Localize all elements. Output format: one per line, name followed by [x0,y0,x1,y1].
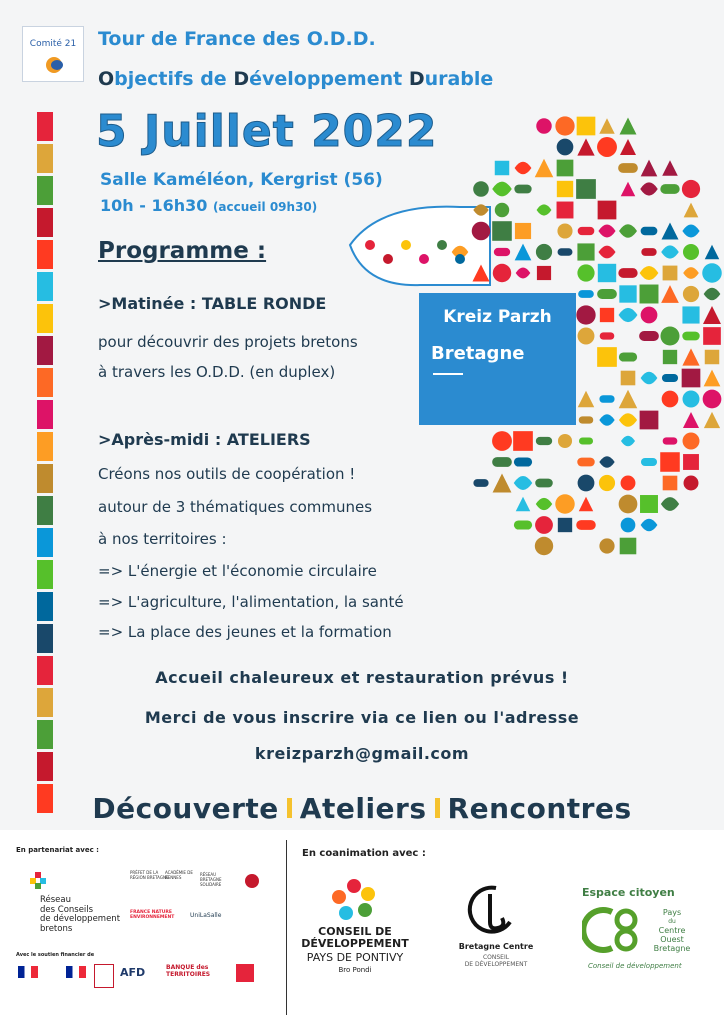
sdg-pictogram-icon [641,227,658,235]
sdg-pictogram-icon [619,224,637,237]
register-text: Merci de vous inscrire via ce lien ou l'adresse [144,708,580,727]
sdg-pictogram-icon [683,433,700,450]
sdg-pictogram-icon [557,181,573,197]
sdg-pictogram-icon [640,495,658,513]
sdg-pictogram-icon [576,520,596,530]
sdg-pictogram-icon [598,246,615,259]
partners-divider [286,840,287,1015]
sdg-pictogram-icon [558,518,572,532]
event-hours: 10h - 16h30 [100,196,208,215]
sdg-pictogram-icon [515,162,532,175]
sdg-pictogram-icon [663,266,678,281]
sdg-pictogram-icon [621,436,635,447]
cdp-line-4: Bro Pondi [338,966,372,974]
sdg-pictogram-icon [599,456,614,468]
sdg-pictogram-icon [621,476,636,491]
bretagne-solidaire-logo: RÉSEAU BRETAGNE SOLIDAIRE [200,872,222,887]
sdg-pictogram-icon [494,248,510,256]
academie-logo: ACADÉMIE DE RENNES [165,870,193,880]
sdg-pictogram-icon [579,416,594,423]
kreiz-line-1: Kreiz Parzh [443,307,552,327]
sdg-pictogram-icon [578,475,595,492]
reseau-logo-icon [30,872,46,888]
comite21-logo-text: Comité 21 [29,39,77,49]
sdg-pictogram-icon [579,437,593,444]
cdp-line-3: PAYS DE PONTIVY [306,951,404,964]
sdg-pictogram-icon [598,201,617,220]
sdg-strip-segment [37,528,53,557]
sdg-pictogram-icon [492,182,512,197]
sdg-pictogram-icon [537,266,551,280]
fne-logo: FRANCE NATURE ENVIRONNEMENT [130,910,175,920]
sdg-pictogram-icon [683,412,699,428]
theme-2: => L'agriculture, l'alimentation, la santé [98,593,404,611]
sdg-pictogram-icon [640,411,659,430]
sdg-pictogram-icon [704,370,721,387]
sdg-pictogram-icon [640,182,658,195]
slogan-separator-2 [435,798,440,818]
sdg-pictogram-icon [599,475,615,491]
sdg-pictogram-icon [558,434,572,448]
sdg-pictogram-icon [639,331,659,341]
sdg-pictogram-icon [579,497,593,511]
sdg-pictogram-icon [599,395,614,403]
sdg-pictogram-icon [473,181,489,197]
afternoon-title: >Après-midi : ATELIERS [98,430,311,449]
sdg-pictogram-icon [620,139,636,155]
reseau-line-2: des Conseils [40,904,94,915]
slogan [0,792,724,825]
cdp-line-2: DÉVELOPPEMENT [301,937,409,950]
sdg-pictogram-icon [383,254,393,264]
republique-logo-2 [66,966,86,978]
sdg-pictogram-icon [618,268,637,278]
sdg-pictogram-icon [515,223,531,239]
sdg-pictogram-icon [660,326,679,345]
ec-line-5: Bretagne [653,944,691,953]
sdg-pictogram-icon [419,254,429,264]
sdg-pictogram-icon [704,412,720,428]
espace-citoyen-icon [582,904,654,956]
ec-line-1: Pays [662,908,682,917]
sdg-pictogram-icon [662,223,679,240]
prefet-logo: PRÉFET DE LA RÉGION BRETAGNE [130,870,169,880]
sdg-pictogram-icon [557,202,574,219]
sdg-pictogram-icon [663,476,678,491]
sdg-pictogram-icon [437,240,447,250]
kreiz-line-2: Bretagne [431,343,525,364]
sdg-pictogram-icon [683,454,699,470]
sdg-strip-segment [37,592,53,621]
sdg-pictogram-icon [663,437,678,444]
sdg-pictogram-icon [577,458,594,467]
sdg-pictogram-icon [618,163,638,173]
obj-letter-d1: D [233,68,250,90]
sdg-pictogram-icon [600,332,615,339]
region-bretagne-logo [236,964,254,982]
sdg-pictogram-icon [536,437,552,445]
sdg-pictogram-icon [684,476,699,491]
sdg-pictogram-icon [492,431,512,451]
sdg-pictogram-icon [557,160,574,177]
espace-citoyen-pays [652,908,692,953]
republique-logo [18,966,38,978]
sdg-strip-segment [37,240,53,269]
obj-letter-o: O [98,68,115,90]
sdg-strip-segment [37,624,53,653]
sdg-pictogram-icon [576,179,596,199]
sdg-pictogram-icon [597,289,617,299]
sdg-pictogram-icon [641,307,658,324]
sdg-pictogram-icon [599,118,614,133]
cdp-line-1: CONSEIL DE [318,925,392,938]
sdg-pictogram-icon [558,248,573,255]
sdg-pictogram-icon [492,221,512,241]
ec-line-4: Ouest [660,935,684,944]
sdg-pictogram-icon [597,137,617,157]
sdg-pictogram-icon [641,160,658,177]
partner-red-logo [245,874,259,888]
sdg-pictogram-icon [598,225,615,238]
sdg-pictogram-icon [702,263,722,283]
sdg-pictogram-icon [472,222,491,241]
sdg-pictogram-icon [619,308,638,322]
sdg-pictogram-icon [619,413,637,427]
globe-icon-inner [51,60,63,70]
slogan-separator-1 [287,798,292,818]
sdg-pictogram-icon [621,371,636,386]
unilasalle-logo: UniLaSalle [190,912,222,919]
sdg-pictogram-icon [577,138,594,155]
afd-logo: AFD [120,966,146,979]
sdg-pictogram-icon [703,327,721,345]
sdg-pictogram-icon [682,332,699,341]
sdg-strip-segment [37,400,53,429]
reseau-line-4: bretons [40,923,73,934]
ec-line-2: du [668,918,676,925]
welcome-text: Accueil chaleureux et restauration prévus ! [155,668,569,687]
sdg-pictogram-icon [703,306,721,324]
sdg-pictogram-icon [516,497,530,511]
sdg-pictogram-icon [684,203,699,218]
sdg-pictogram-icon [661,245,679,258]
sdg-pictogram-icon [640,266,659,280]
sdg-pictogram-icon [555,116,574,135]
espace-citoyen-title: Espace citoyen [582,886,675,899]
partners-band [0,830,724,1024]
obj-letter-d2: D [408,68,425,90]
sdg-pictogram-icon [661,285,679,303]
reseau-line-1: Réseau [40,895,72,905]
sdg-pictogram-icon [365,240,375,250]
partners-label: En partenariat avec : [16,846,99,854]
sdg-pictogram-icon [682,180,700,198]
sdg-pictogram-icon [660,184,679,194]
support-label: Avec le soutien financier de [16,952,95,958]
bretagne-centre-line-2: CONSEIL [482,954,510,961]
coanim-label: En coanimation avec : [302,848,426,859]
slogan-word-1: Découverte [92,792,279,825]
cdp-pontivy-logo [300,926,410,976]
tour-title: Tour de France des O.D.D. [98,28,376,50]
sdg-pictogram-icon [641,519,658,532]
sdg-pictogram-icon [620,538,637,555]
ec-line-3: Centre [658,926,686,935]
sdg-pictogram-icon [600,308,614,322]
event-time [100,196,317,215]
sdg-pictogram-icon [535,537,553,555]
sdg-strip-segment [37,560,53,589]
sdg-pictogram-icon [577,243,594,260]
slogan-word-2: Ateliers [299,792,427,825]
sdg-pictogram-icon [557,139,574,156]
slogan-word-3: Rencontres [447,792,632,825]
sdg-pictogram-icon [555,494,574,513]
sdg-strip-segment [37,464,53,493]
sdg-strip-segment [37,176,53,205]
event-venue: Salle Kaméléon, Kergrist (56) [100,170,383,190]
sdg-pictogram-icon [683,391,700,408]
sdg-pictogram-icon [515,244,532,261]
sdg-strip-segment [37,496,53,525]
sdg-pictogram-icon [683,286,699,302]
sdg-pictogram-icon [640,285,659,304]
sdg-strip-segment [37,368,53,397]
sdg-pictogram-icon [705,350,719,364]
event-welcome-time: (accueil 09h30) [212,200,318,214]
sdg-pictogram-icon [641,248,656,256]
sdg-pictogram-icon [514,457,532,466]
sdg-pictogram-icon [661,497,679,511]
sdg-pictogram-icon [703,390,722,409]
sdg-pictogram-icon [492,457,512,467]
sdg-pictogram-icon [619,285,636,302]
sdg-pictogram-icon [535,516,553,534]
sdg-pictogram-icon [662,391,679,408]
program-title: Programme : [98,238,267,264]
sdg-pictogram-icon [535,479,553,488]
sdg-pictogram-icon [514,476,533,490]
sdg-pictogram-icon [537,204,552,215]
afternoon-line-1: Créons nos outils de coopération ! [98,465,356,483]
reseau-logo-text [40,896,120,934]
sdg-pictogram-icon [514,185,531,194]
sdg-pictogram-icon [578,227,595,235]
sdg-pictogram-icon [682,348,699,365]
sdg-pictogram-icon [401,240,411,250]
sdg-pictogram-icon [598,264,616,282]
sdg-pictogram-icon [493,264,511,282]
sdg-pictogram-icon [682,369,701,388]
sdg-pictogram-icon [662,374,678,382]
theme-1: => L'énergie et l'économie circulaire [98,562,377,580]
sdg-pictogram-icon [536,118,551,133]
espace-citoyen-sub: Conseil de développement [588,962,682,970]
sdg-pictogram-icon [473,479,488,487]
sdg-pictogram-icon [619,495,638,514]
reseau-line-3: de développement [40,914,121,924]
sdg-pictogram-icon [536,498,552,510]
sdg-pictogram-icon [599,414,614,426]
objectives-title [98,68,493,90]
sdg-pictogram-icon [599,538,614,553]
banque-territoires-logo: BANQUE des TERRITOIRES [166,964,211,978]
obj-word-1: bjectifs de [114,68,234,90]
sdg-pictogram-icon [535,159,554,178]
sdg-pictogram-icon [619,352,637,361]
obj-word-2: éveloppement [249,68,409,90]
sdg-pictogram-icon [577,117,596,136]
afternoon-line-2: autour de 3 thématiques communes [98,498,373,516]
sdg-pictogram-icon [621,182,636,197]
sdg-pictogram-icon [557,223,572,238]
afternoon-line-3: à nos territoires : [98,530,227,548]
sdg-strip-segment [37,432,53,461]
sdg-pictogram-icon [578,290,594,298]
ademe-logo [94,964,114,988]
sdg-pictogram-icon [662,160,678,176]
sdg-pictogram-icon [682,225,699,238]
sdg-pictogram-icon [641,458,657,466]
sdg-pictogram-icon [663,350,677,364]
contact-email[interactable]: kreizparzh@gmail.com [254,744,470,763]
bretagne-centre-icon [466,882,516,940]
bretagne-centre-title: Bretagne Centre [458,942,534,951]
sdg-pictogram-icon [705,245,720,260]
sdg-pictogram-icon [621,518,636,533]
sdg-pictogram-icon [683,267,699,279]
sdg-pictogram-icon [576,305,595,324]
sdg-pictogram-icon [513,431,533,451]
sdg-pictogram-icon [578,391,595,408]
obj-word-3: urable [424,68,494,90]
flower-icon [332,878,376,922]
sdg-pictogram-icon [641,372,658,385]
sdg-pictogram-icon [620,118,637,135]
kreiz-underline [433,373,463,375]
sdg-pictogram-icon [683,244,699,260]
sdg-pictogram-icon [495,203,509,217]
sdg-pictogram-icon [493,474,512,493]
morning-title: >Matinée : TABLE RONDE [98,294,327,313]
sdg-strip-segment [37,272,53,301]
sdg-pictogram-icon [516,268,531,279]
sdg-pictogram-icon [495,161,509,175]
sdg-pictogram-icon [514,520,532,529]
sdg-strip-segment [37,208,53,237]
sdg-pictogram-icon [660,452,680,472]
morning-line-1: pour découvrir des projets bretons [98,333,358,351]
morning-line-2: à travers les O.D.D. (en duplex) [98,363,336,381]
sdg-strip-segment [37,112,53,141]
bretagne-centre-line-3: DE DÉVELOPPEMENT [464,961,528,968]
sdg-pictogram-icon [619,390,638,409]
sdg-strip-segment [37,144,53,173]
sdg-pictogram-icon [455,254,465,264]
sdg-strip-segment [37,336,53,365]
theme-3: => La place des jeunes et la formation [98,623,392,641]
sdg-pictogram-icon [597,347,617,367]
event-date: 5 Juillet 2022 [96,106,438,157]
sdg-pictogram-icon [704,288,721,301]
sdg-pictogram-icon [578,328,595,345]
sdg-pictogram-icon [536,244,552,260]
kreiz-parzh-box [419,293,576,425]
sdg-pictogram-icon [577,264,594,281]
sdg-strip-segment [37,304,53,333]
sdg-pictogram-icon [682,306,699,323]
comite21-logo [22,26,84,82]
